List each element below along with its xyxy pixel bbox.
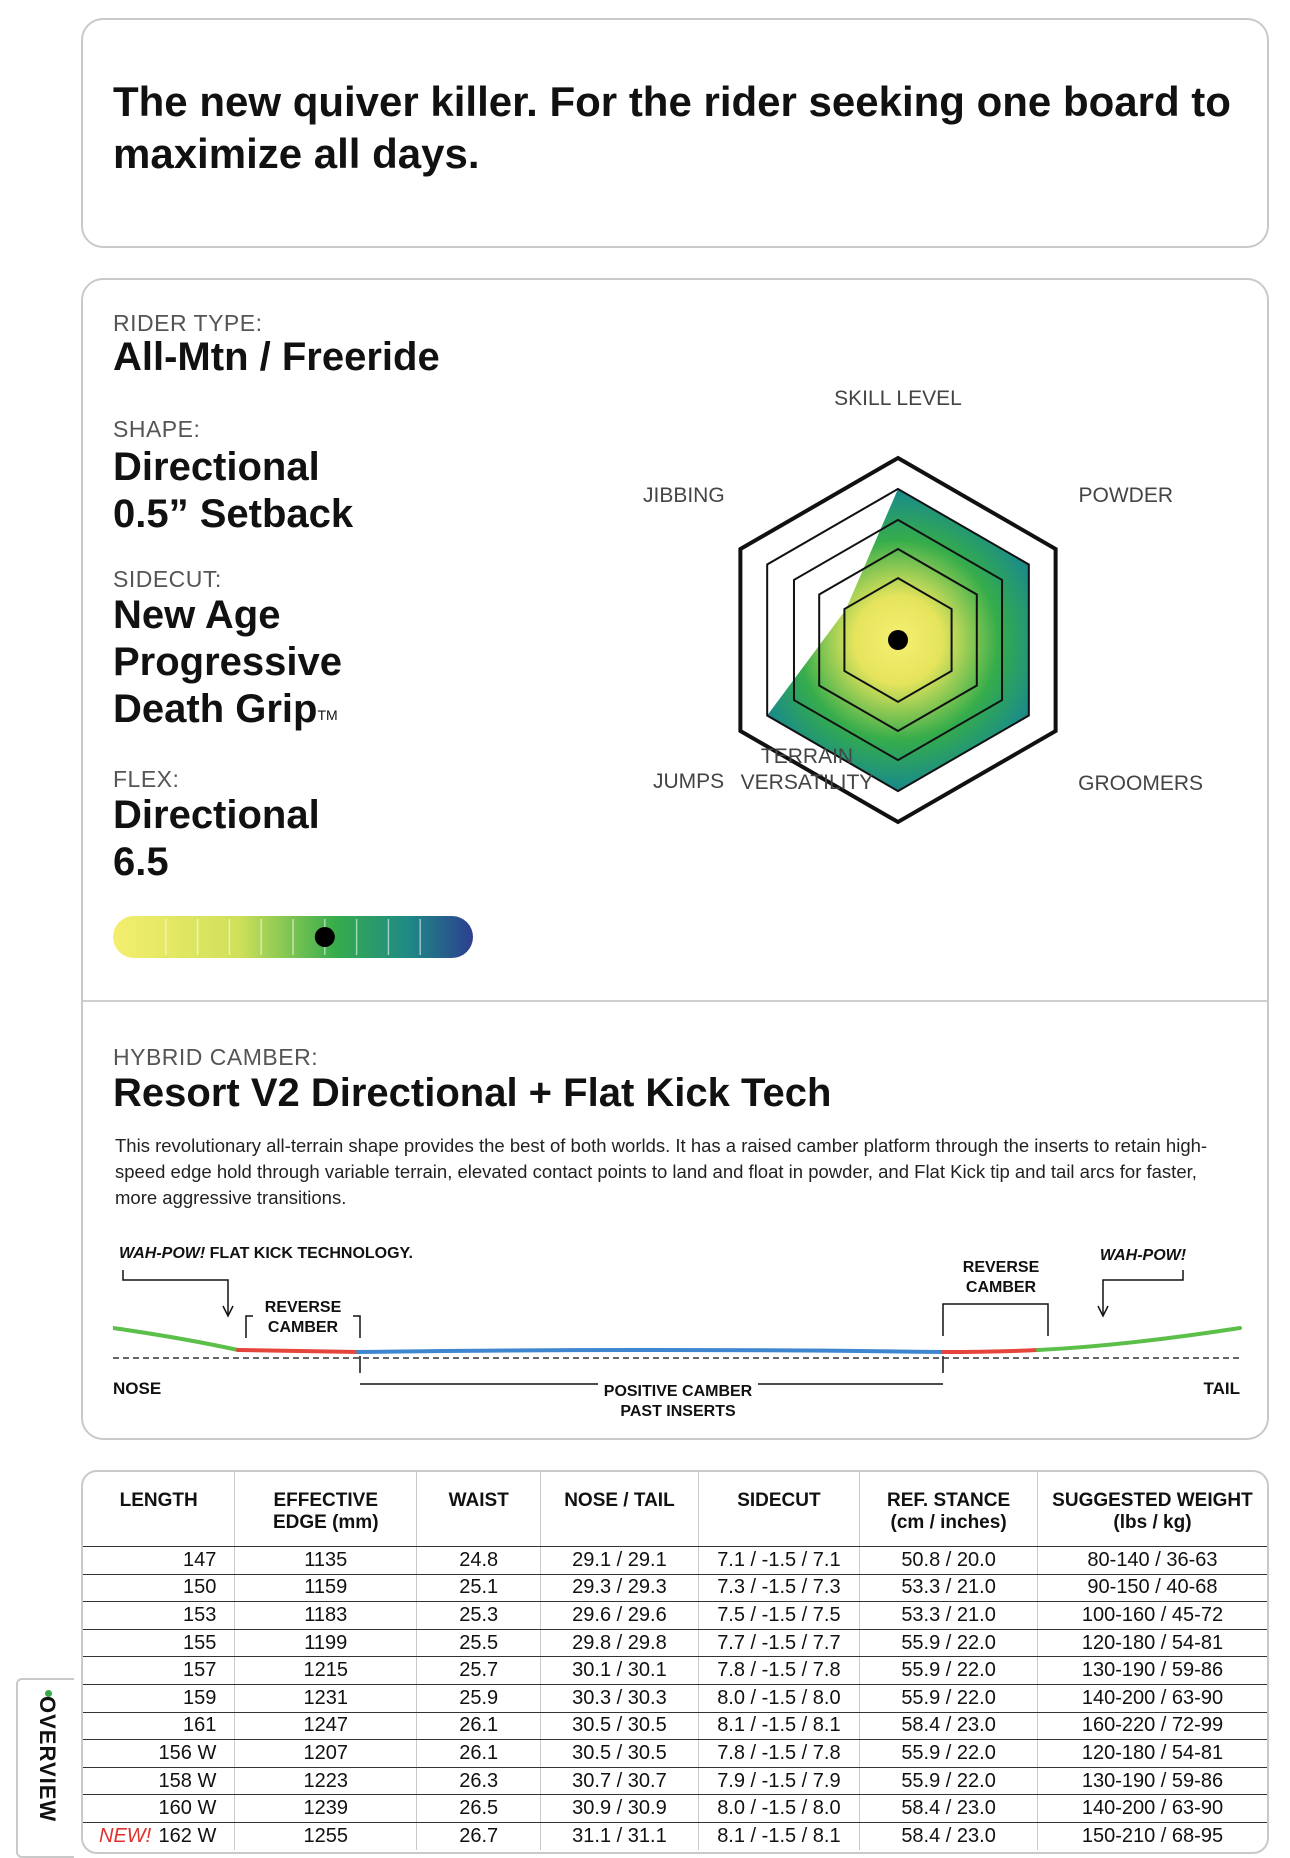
sidecut-line-1: New Age (113, 593, 281, 637)
column-header (1037, 1472, 1267, 1547)
table-cell: 7.7 / -1.5 / 7.7 (698, 1629, 860, 1657)
column-header-line: EFFECTIVE (273, 1490, 378, 1511)
table-cell: 1207 (235, 1740, 417, 1768)
sidecut-line-2: Progressive (113, 640, 343, 684)
table-row (83, 1712, 1267, 1740)
table-cell: 1223 (235, 1767, 417, 1795)
flex-value (113, 792, 320, 886)
table-cell: 8.1 / -1.5 / 8.1 (698, 1712, 860, 1740)
rider-type-label: RIDER TYPE: (113, 310, 263, 336)
radar-center-dot (888, 630, 908, 650)
flat-kick-nose-segment (113, 1328, 238, 1350)
table-cell: 25.7 (417, 1657, 541, 1685)
table-cell (83, 1629, 235, 1657)
table-cell: 29.1 / 29.1 (541, 1547, 698, 1575)
table-cell (83, 1795, 235, 1823)
table-cell: 8.0 / -1.5 / 8.0 (698, 1795, 860, 1823)
table-cell (83, 1822, 235, 1849)
length-value: 153 (182, 1603, 217, 1626)
flat-kick-bracket (123, 1270, 228, 1314)
wah-pow-left: WAH-POW! (119, 1245, 206, 1262)
shape-line-2: 0.5” Setback (113, 492, 354, 536)
wah-pow-bracket-right (1103, 1270, 1183, 1314)
table-row (83, 1574, 1267, 1602)
column-header (860, 1472, 1038, 1547)
reverse-bracket-right (943, 1304, 1048, 1336)
table-cell: 50.8 / 20.0 (860, 1547, 1038, 1575)
table-cell: 7.8 / -1.5 / 7.8 (698, 1740, 860, 1768)
reverse-camber-left-2: CAMBER (267, 1319, 339, 1336)
radar-label-terrain-versatility (677, 744, 937, 796)
table-cell: 1239 (235, 1795, 417, 1823)
table-cell: 30.9 / 30.9 (541, 1795, 698, 1823)
column-header-line: (lbs / kg) (1113, 1512, 1192, 1533)
flat-kick-tech-text: FLAT KICK TECHNOLOGY. (205, 1245, 413, 1262)
table-cell: 55.9 / 22.0 (860, 1657, 1038, 1685)
camber-description: This revolutionary all-terrain shape provides the best of both worlds. It has a raised camber platform through the inserts to retain high-speed edge hold through variable terrain, elevated contact points to land and float in powder, and Flat Kick tip and tail arcs for faster, more aggressive transitions. (115, 1135, 1208, 1208)
table-cell (83, 1574, 235, 1602)
camber-label: HYBRID CAMBER: (113, 1044, 319, 1070)
table-cell: 55.9 / 22.0 (860, 1767, 1038, 1795)
table-cell: 130-190 / 59-86 (1037, 1657, 1267, 1685)
table-body (83, 1547, 1267, 1850)
nose-label: NOSE (113, 1379, 162, 1398)
sidecut-label: SIDECUT: (113, 566, 222, 592)
table-cell: 26.3 (417, 1767, 541, 1795)
length-value: 161 (182, 1714, 217, 1737)
table-cell: 90-150 / 40-68 (1037, 1574, 1267, 1602)
shape-line-1: Directional (113, 445, 320, 489)
table-cell: 24.8 (417, 1547, 541, 1575)
table-cell: 25.9 (417, 1684, 541, 1712)
tagline-card (81, 18, 1269, 248)
table-cell: 1231 (235, 1684, 417, 1712)
camber-profile-diagram (113, 1238, 1243, 1428)
length-value: 157 (182, 1659, 217, 1682)
new-badge: NEW! (99, 1824, 152, 1847)
table-cell (83, 1602, 235, 1630)
table-cell: 25.5 (417, 1629, 541, 1657)
table-cell: 25.1 (417, 1574, 541, 1602)
wah-pow-right: WAH-POW! (1099, 1247, 1187, 1264)
table-cell: 120-180 / 54-81 (1037, 1629, 1267, 1657)
table-cell: 1183 (235, 1602, 417, 1630)
table-cell: 7.3 / -1.5 / 7.3 (698, 1574, 860, 1602)
table-cell: 58.4 / 23.0 (860, 1795, 1038, 1823)
radar-label-skill: SKILL LEVEL (834, 387, 962, 410)
table-cell: 29.8 / 29.8 (541, 1629, 698, 1657)
table-cell: 58.4 / 23.0 (860, 1822, 1038, 1849)
table-cell: 30.5 / 30.5 (541, 1740, 698, 1768)
table-row (83, 1629, 1267, 1657)
table-cell: 130-190 / 59-86 (1037, 1767, 1267, 1795)
sidecut-line-3 (113, 686, 342, 733)
radar-label-jibbing: JIBBING (643, 484, 725, 507)
length-value: 162 W (158, 1824, 217, 1847)
table-cell: 7.5 / -1.5 / 7.5 (698, 1602, 860, 1630)
table-cell: 7.9 / -1.5 / 7.9 (698, 1767, 860, 1795)
table-cell: 31.1 / 31.1 (541, 1822, 698, 1849)
table-cell: 1255 (235, 1822, 417, 1849)
table-cell: 26.1 (417, 1740, 541, 1768)
table-cell: 8.0 / -1.5 / 8.0 (698, 1684, 860, 1712)
table-cell: 58.4 / 23.0 (860, 1712, 1038, 1740)
column-header-line: SIDECUT (737, 1490, 821, 1511)
table-cell: 29.3 / 29.3 (541, 1574, 698, 1602)
table-row (83, 1822, 1267, 1849)
shape-label: SHAPE: (113, 416, 201, 442)
column-header-line: NOSE / TAIL (564, 1490, 675, 1511)
length-value: 160 W (158, 1797, 217, 1820)
table-cell: 53.3 / 21.0 (860, 1574, 1038, 1602)
length-value: 147 (182, 1548, 217, 1571)
positive-camber-1: POSITIVE CAMBER (603, 1383, 753, 1400)
table-row (83, 1684, 1267, 1712)
table-cell: 26.1 (417, 1712, 541, 1740)
column-header (235, 1472, 417, 1547)
table-cell: 29.6 / 29.6 (541, 1602, 698, 1630)
shape-value (113, 444, 353, 538)
table-cell: 30.1 / 30.1 (541, 1657, 698, 1685)
table-cell: 26.5 (417, 1795, 541, 1823)
column-header-line: REF. STANCE (887, 1490, 1011, 1511)
flex-line-1: Directional (113, 793, 320, 837)
table-cell: 1135 (235, 1547, 417, 1575)
table-cell: 55.9 / 22.0 (860, 1740, 1038, 1768)
radar-label-groomers: GROOMERS (1078, 772, 1203, 795)
length-value: 159 (182, 1686, 217, 1709)
column-header-line: SUGGESTED WEIGHT (1052, 1490, 1253, 1511)
radar-label-terrain-line1: TERRAIN (760, 745, 854, 768)
column-header-line: LENGTH (119, 1490, 198, 1511)
radar-label-jumps: JUMPS (653, 770, 725, 793)
table-cell: 30.7 / 30.7 (541, 1767, 698, 1795)
table-row (83, 1602, 1267, 1630)
table-row (83, 1547, 1267, 1575)
table-cell: 26.7 (417, 1822, 541, 1849)
reverse-camber-nose-segment (238, 1350, 358, 1352)
table-cell: 7.1 / -1.5 / 7.1 (698, 1547, 860, 1575)
table-cell: 100-160 / 45-72 (1037, 1602, 1267, 1630)
radar-label-versatility-line2: VERSATILITY (740, 771, 874, 794)
table-cell (83, 1684, 235, 1712)
positive-camber-segment (358, 1350, 943, 1352)
column-header-line: (cm / inches) (890, 1512, 1007, 1533)
table-cell: 120-180 / 54-81 (1037, 1740, 1267, 1768)
length-value: 150 (182, 1576, 217, 1599)
reverse-camber-left-1: REVERSE (264, 1299, 342, 1316)
table-cell: 25.3 (417, 1602, 541, 1630)
column-header (541, 1472, 698, 1547)
radar-label-powder: POWDER (1078, 484, 1173, 507)
table-cell: 1199 (235, 1629, 417, 1657)
camber-title: Resort V2 Directional + Flat Kick Tech (113, 1071, 832, 1115)
flex-label: FLEX: (113, 766, 180, 792)
column-header (698, 1472, 860, 1547)
table-cell: 8.1 / -1.5 / 8.1 (698, 1822, 860, 1849)
flat-kick-tail-segment (1038, 1328, 1240, 1350)
tagline: The new quiver killer. For the rider seeking one board to maximize all days. (113, 78, 1231, 177)
sidecut-value (113, 592, 342, 733)
table-cell: 80-140 / 36-63 (1037, 1547, 1267, 1575)
table-cell: 7.8 / -1.5 / 7.8 (698, 1657, 860, 1685)
table-cell: 140-200 / 63-90 (1037, 1795, 1267, 1823)
table-cell: 150-210 / 68-95 (1081, 1824, 1224, 1847)
table-cell (83, 1767, 235, 1795)
size-chart-card (81, 1470, 1269, 1854)
section-divider (83, 1000, 1267, 1002)
table-cell: 1215 (235, 1657, 417, 1685)
table-row (83, 1740, 1267, 1768)
table-cell (83, 1712, 235, 1740)
length-value: 158 W (158, 1769, 217, 1792)
trademark-mark: TM (317, 707, 338, 723)
flat-kick-title (119, 1245, 413, 1262)
table-row (83, 1767, 1267, 1795)
tail-label: TAIL (1203, 1379, 1240, 1398)
length-value: 155 (182, 1631, 217, 1654)
column-header (417, 1472, 541, 1547)
flex-scale-bar (113, 916, 473, 958)
flex-line-2: 6.5 (113, 840, 169, 884)
column-header-line: WAIST (448, 1490, 509, 1511)
table-cell: 140-200 / 63-90 (1037, 1684, 1267, 1712)
table-cell: 160-220 / 72-99 (1037, 1712, 1267, 1740)
overview-tab-label[interactable]: OVERVIEW (35, 1696, 60, 1823)
table-cell: 30.3 / 30.3 (541, 1684, 698, 1712)
table-cell: 30.5 / 30.5 (541, 1712, 698, 1740)
specs-card (81, 278, 1269, 1440)
table-cell: 55.9 / 22.0 (860, 1684, 1038, 1712)
size-chart-table (83, 1472, 1267, 1850)
rider-type-value: All-Mtn / Freeride (113, 335, 440, 379)
table-cell: 1159 (235, 1574, 417, 1602)
reverse-camber-right-2: CAMBER (965, 1279, 1037, 1296)
positive-camber-2: PAST INSERTS (620, 1403, 736, 1420)
table-cell (83, 1740, 235, 1768)
reverse-camber-right-1: REVERSE (962, 1259, 1040, 1276)
table-header-row (83, 1472, 1267, 1547)
flex-marker (315, 927, 335, 947)
table-cell: 55.9 / 22.0 (860, 1629, 1038, 1657)
table-cell: 1247 (235, 1712, 417, 1740)
table-row (83, 1657, 1267, 1685)
length-value: 156 W (158, 1741, 217, 1764)
table-row (83, 1795, 1267, 1823)
reverse-camber-tail-segment (943, 1350, 1038, 1352)
table-cell (83, 1657, 235, 1685)
sidecut-line-3-text: Death Grip (113, 687, 318, 731)
table-cell (83, 1547, 235, 1575)
table-cell: 53.3 / 21.0 (860, 1602, 1038, 1630)
column-header-line: EDGE (mm) (272, 1512, 379, 1533)
column-header (83, 1472, 235, 1547)
ride-radar-chart (613, 320, 1253, 880)
